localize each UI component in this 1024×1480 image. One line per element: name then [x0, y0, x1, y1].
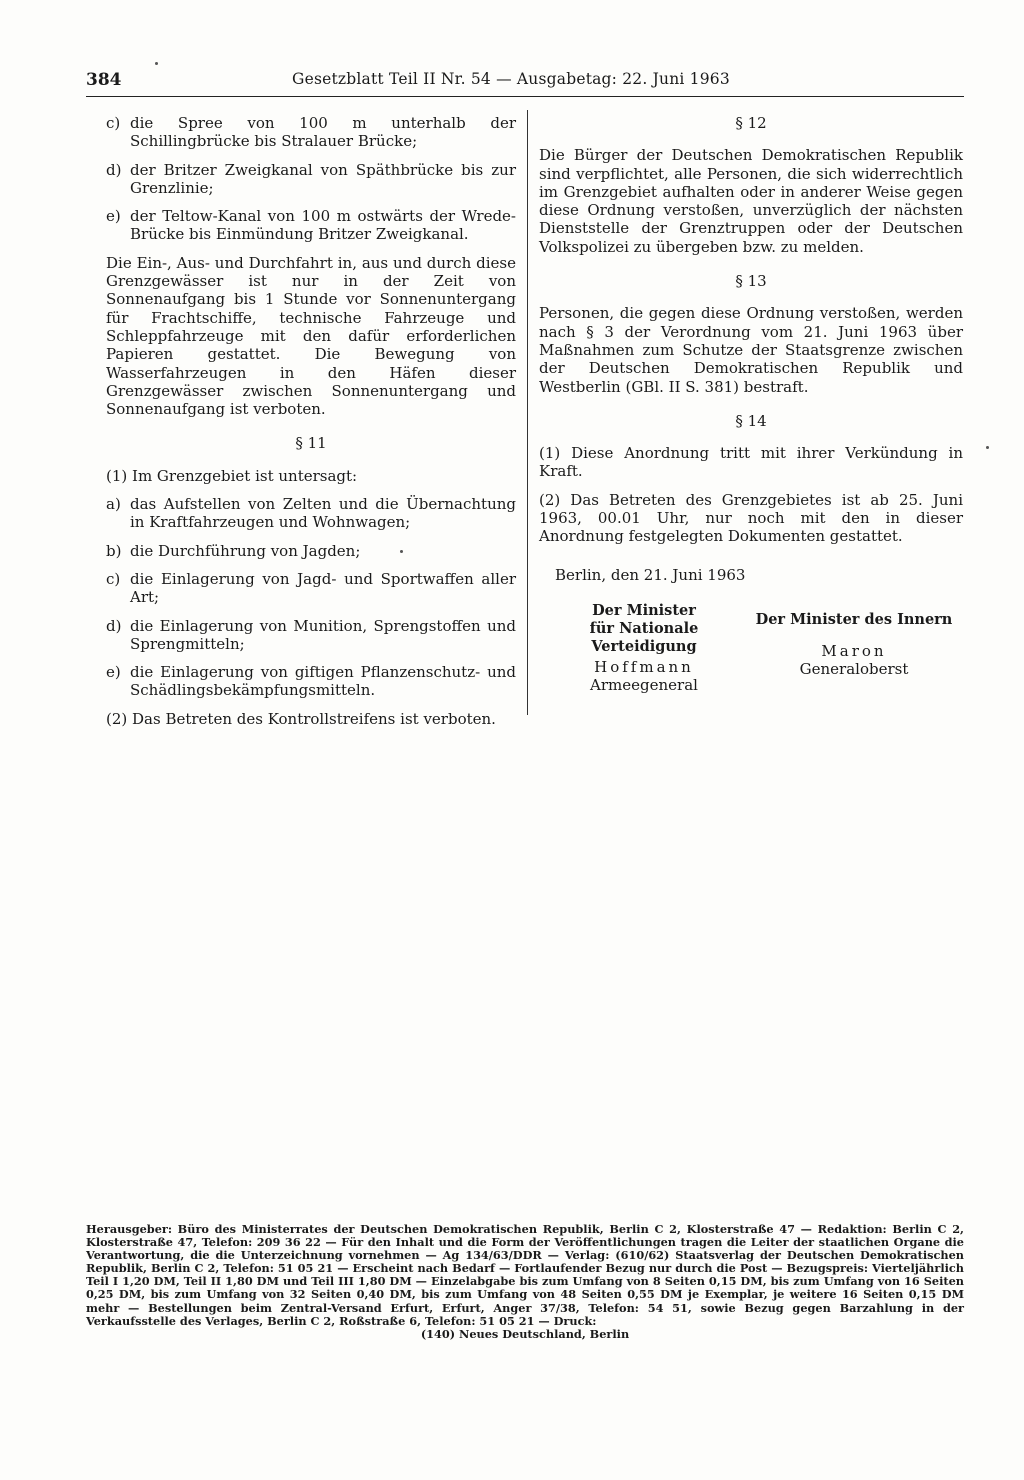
section-14-para-1: (1) Diese Anordnung tritt mit ihrer Verkündung in Kraft. [539, 444, 963, 481]
page-header [86, 70, 964, 98]
item-text: das Aufstellen von Zelten und die Übernachtung in Kraftfahrzeugen und Wohnwagen; [130, 495, 516, 532]
section-heading-12: § 12 [735, 114, 767, 132]
item-label: e) [106, 663, 121, 682]
signatory-name: Maron [821, 641, 887, 660]
item-label: c) [106, 114, 121, 132]
section-12-text: Die Bürger der Deutschen Demokratischen Republik sind verpflichtet, alle Personen, die sich widerrechtlich im Grenzgebiet aufhalten oder in anderer Weise gegen diese Ordnung verstoßen, unverzüglich der nächsten Dienststelle der Grenztruppen oder der Deutschen Volkspolizei zu übergeben bzw. zu melden. [539, 146, 963, 256]
running-title: Gesetzblatt Teil II Nr. 54 — Ausgabetag: 22. Juni 1963 [292, 70, 730, 88]
page-number: 384 [86, 70, 122, 90]
item-text: die Einlagerung von Jagd- und Sportwaffen aller Art; [130, 569, 516, 607]
list-item [106, 114, 516, 151]
item-text: der Britzer Zweigkanal von Späthbrücke bis zur Grenzlinie; [130, 160, 516, 197]
column-divider [527, 110, 528, 715]
imprint [86, 1223, 964, 1341]
list-item [106, 495, 516, 532]
item-text: die Durchführung von Jagden; [130, 541, 361, 560]
section-heading-13: § 13 [735, 272, 767, 291]
section-heading-11: § 11 [295, 434, 327, 453]
section-heading-14: § 14 [735, 411, 767, 430]
signatory-title [539, 602, 749, 656]
scan-speck [986, 446, 989, 449]
item-text: der Teltow-Kanal von 100 m ostwärts der Wrede-Brücke bis Einmündung Britzer Zweigkanal. [130, 207, 516, 244]
left-column [106, 114, 516, 738]
signatory-rank: Generaloberst [799, 660, 909, 679]
signatory-name: Hoffmann [594, 657, 694, 676]
signature-date: Berlin, den 21. Juni 1963 [555, 565, 746, 584]
list-item [106, 570, 516, 607]
section-intro: (1) Im Grenzgebiet ist untersagt: [106, 466, 358, 485]
section-paragraph-2: (2) Das Betreten des Kontrollstreifens ist verboten. [106, 709, 496, 728]
right-column [539, 114, 963, 695]
item-label: e) [106, 207, 121, 226]
section-14-para-2: (2) Das Betreten des Grenzgebietes ist ab 25. Juni 1963, 00.01 Uhr, nur noch mit den in dieser Anordnung festgelegten Dokumenten gestattet. [539, 490, 963, 546]
list-item [106, 207, 516, 244]
scan-speck [400, 550, 403, 553]
signatory-title-line2: für Nationale Verteidigung [589, 619, 699, 655]
signatory-rank: Armeegeneral [590, 676, 698, 695]
item-label: d) [106, 160, 122, 179]
list-item [106, 663, 516, 700]
item-label: d) [106, 616, 122, 635]
header-rule [86, 96, 964, 97]
item-label: a) [106, 495, 121, 514]
body-paragraph: Die Ein-, Aus- und Durchfahrt in, aus und durch diese Grenzgewässer ist nur in der Zeit von Sonnenaufgang bis 1 Stunde vor Sonnenuntergang für Frachtschiffe, technische Fahrzeuge und Schleppfahrzeuge mit den dafür erforderlichen Papieren gestattet. Die Bewegung von Wasserfahrzeugen in den Häfen dieser Grenzgewässer zwischen Sonnenuntergang und Sonnenaufgang ist verboten. [106, 253, 516, 419]
imprint-text: Herausgeber: Büro des Ministerrates der Deutschen Demokratischen Republik, Berlin C 2, Klosterstraße 47 — Redaktion: Berlin C 2, Klosterstraße 47, Telefon: 209 36 22 — Für den Inhalt und die Form der Veröffentlichungen tragen die Leiter der staatlichen Organe die Verantwortung, die die Unterzeichnung vornehmen — Ag 134/63/DDR — Verlag: (610/62) Staatsverlag der Deutschen Demokratischen Republik, Berlin C 2, Telefon: 51 05 21 — Erscheint nach Bedarf — Fortlaufender Bezug nur durch die Post — Bezugspreis: Vierteljährlich Teil I 1,20 DM, Teil II 1,80 DM und Teil III 1,80 DM — Einzelabgabe bis zum Umfang von 8 Seiten 0,15 DM, bis zum Umfang von 16 Seiten 0,25 DM, bis zum Umfang von 32 Seiten 0,40 DM, bis zum Umfang von 48 Seiten 0,55 DM je Exemplar, je weitere 16 Seiten 0,15 DM mehr — Bestellungen beim Zentral-Versand Erfurt, Erfurt, Anger 37/38, Telefon: 54 51, sowie Bezug gegen Barzahlung in der Verkaufsstelle des Verlages, Berlin C 2, Roßstraße 6, Telefon: 51 05 21 — Druck: [86, 1222, 964, 1328]
item-label: c) [106, 569, 121, 588]
section-13-text: Personen, die gegen diese Ordnung verstoßen, werden nach § 3 der Verordnung vom 21. Juni 1963 über Maßnahmen zum Schutze der Staatsgrenze zwischen der Deutschen Demokratischen Republik und Westberlin (GBl. II S. 381) bestraft. [539, 304, 963, 396]
imprint-printer: (140) Neues Deutschland, Berlin [420, 1326, 630, 1341]
list-item [106, 617, 516, 654]
signatory [539, 602, 749, 695]
scan-speck [155, 62, 158, 65]
list-item [106, 542, 516, 560]
signatory-title [749, 602, 959, 640]
item-label: b) [106, 541, 122, 560]
item-text: die Einlagerung von Munition, Sprengstoffen und Sprengmitteln; [130, 616, 516, 653]
signatory-title-line1: Der Minister des Innern [755, 610, 953, 628]
signature-block [539, 602, 963, 695]
signatory [749, 602, 959, 695]
signatory-title-line1: Der Minister [592, 601, 696, 619]
list-item [106, 161, 516, 198]
item-text: die Spree von 100 m unterhalb der Schillingbrücke bis Stralauer Brücke; [130, 114, 516, 151]
item-text: die Einlagerung von giftigen Pflanzenschutz- und Schädlingsbekämpfungsmitteln. [130, 663, 516, 700]
